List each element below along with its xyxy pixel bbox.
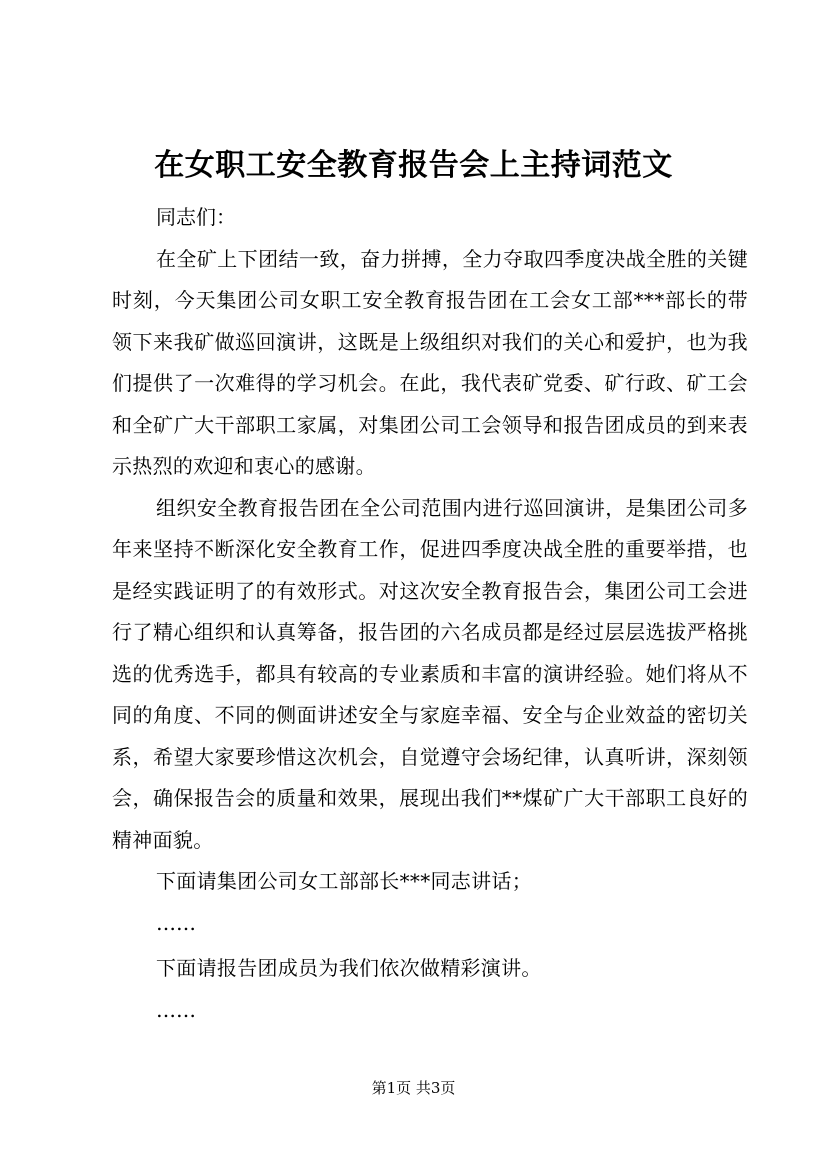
paragraph-speeches-intro: 下面请报告团成员为我们依次做精彩演讲。 bbox=[156, 956, 542, 980]
paragraph-purpose: 组织安全教育报告团在全公司范围内进行巡回演讲，是集团公司多年来坚持不断深化安全教育工作，促进四季度决战全胜的重要举措，也是经实践证明了的有效形式。对这次安全教育报告会，集团公司工会进行了精心组织和认真筹备，报告团的六名成员都是经过层层选拔严格挑选的优秀选手，都具有较高的专业素质和丰富的演讲经验。她们将从不同的角度、不同的侧面讲述安全与家庭幸福、安全与企业效益的密切关系，希望大家要珍惜这次机会，自觉遵守会场纪律，认真听讲，深刻领会，确保报告会的质量和效果，展现出我们**煤矿广大干部职工良好的精神面貌。 bbox=[112, 495, 748, 852]
document-body bbox=[112, 197, 748, 1031]
paragraph-welcome: 在全矿上下团结一致，奋力拼搏，全力夺取四季度决战全胜的关键时刻，今天集团公司女职工安全教育报告团在工会女工部***部长的带领下来我矿做巡回演讲，这既是上级组织对我们的关心和爱护，也为我们提供了一次难得的学习机会。在此，我代表矿党委、矿行政、矿工会和全矿广大干部职工家属，对集团公司工会领导和报告团成员的到来表示热烈的欢迎和衷心的感谢。 bbox=[112, 246, 748, 478]
page-number-footer: 第1页 共3页 bbox=[371, 1079, 456, 1097]
ellipsis-1: …… bbox=[156, 910, 196, 935]
ellipsis-2: …… bbox=[156, 997, 196, 1022]
document-title: 在女职工安全教育报告会上主持词范文 bbox=[154, 148, 673, 183]
salutation: 同志们： bbox=[156, 205, 236, 229]
paragraph-speaker-intro: 下面请集团公司女工部部长***同志讲话； bbox=[156, 869, 532, 893]
